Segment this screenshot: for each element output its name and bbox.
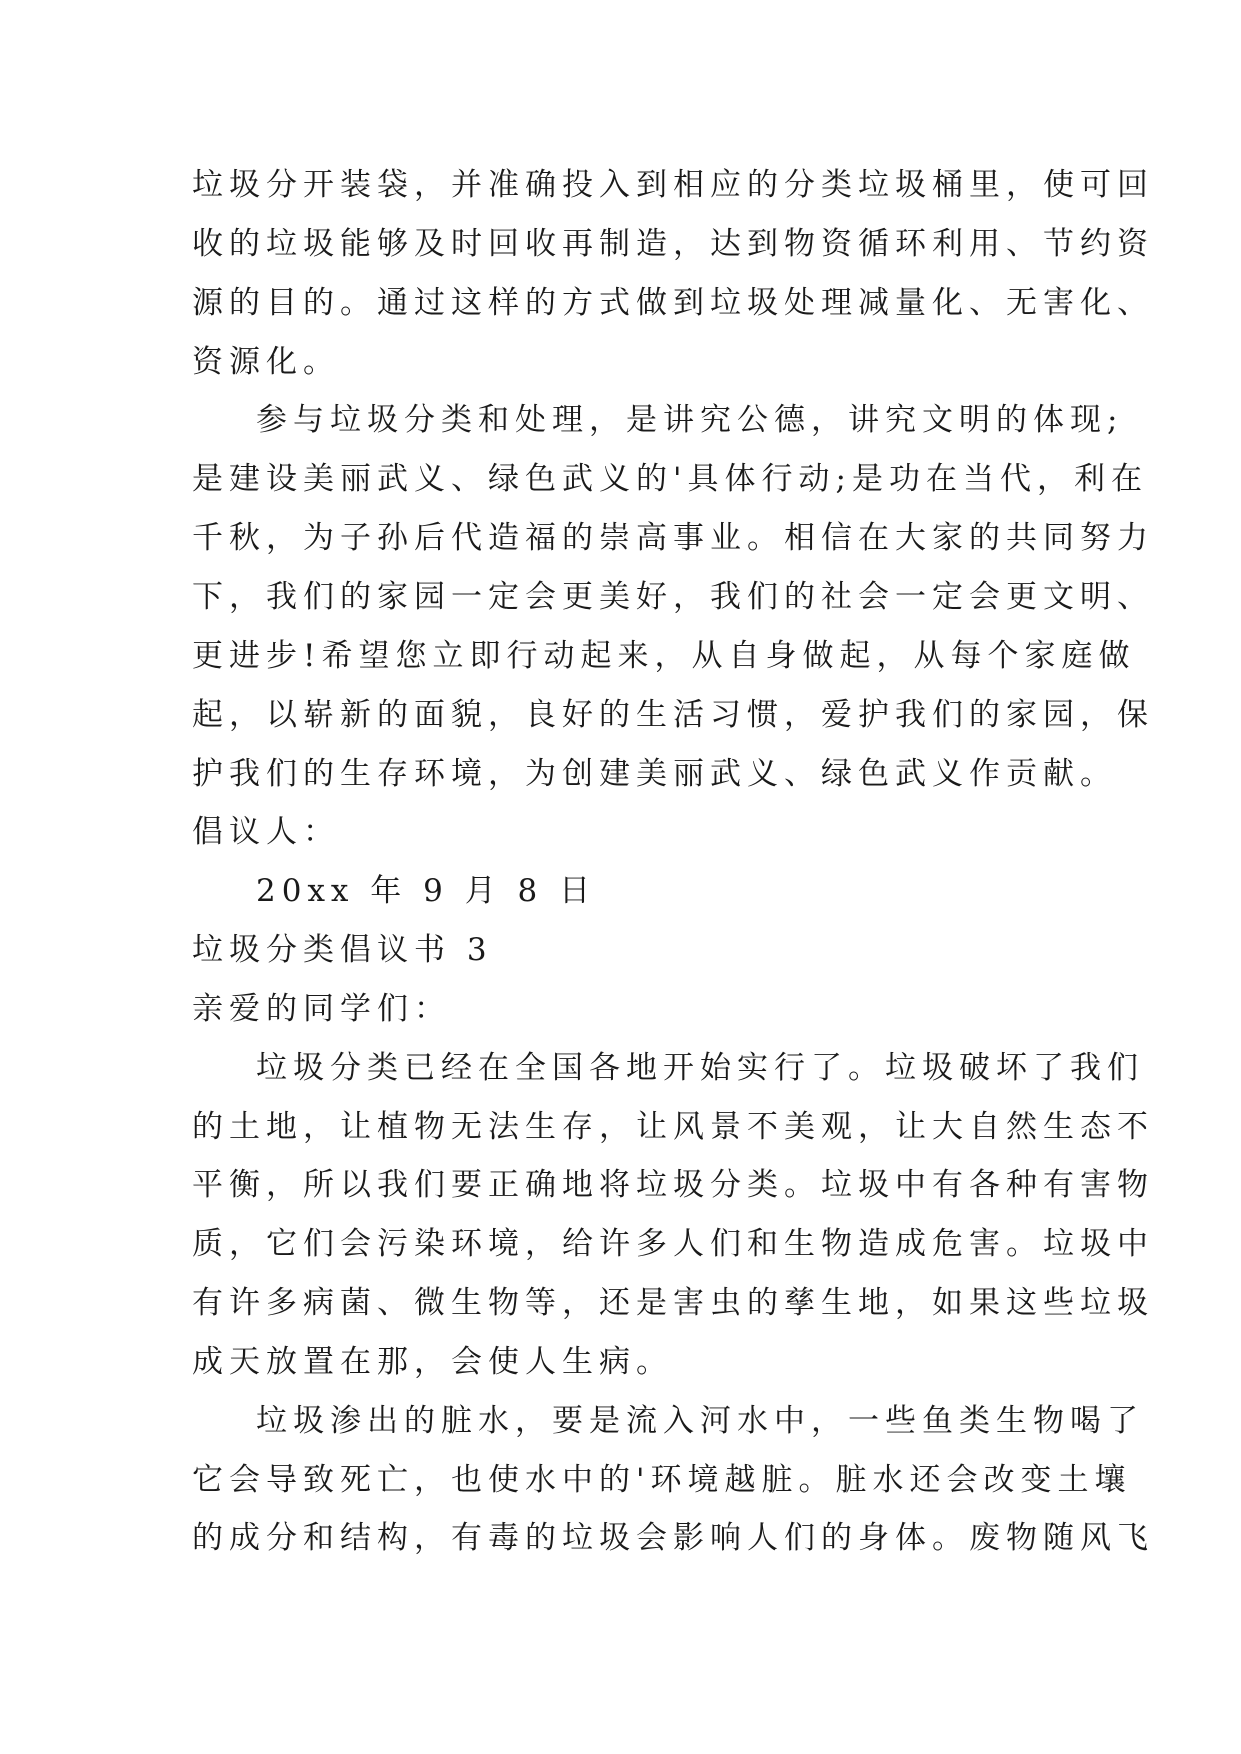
text-line: 千秋，为子孙后代造福的崇高事业。相信在大家的共同努力 [192,520,1154,556]
paragraph-first-line: 垃圾渗出的脏水，要是流入河水中，一些鱼类生物喝了 [256,1403,1144,1439]
date-line: 20xx 年 9 月 8 日 [256,873,597,909]
text-line: 成天放置在那，会使人生病。 [192,1344,673,1380]
text-line: 更进步!希望您立即行动起来，从自身做起，从每个家庭做 [192,638,1136,674]
text-line: 的成分和结构，有毒的垃圾会影响人们的身体。废物随风飞 [192,1520,1154,1556]
text-line: 质，它们会污染环境，给许多人们和生物造成危害。垃圾中 [192,1226,1154,1262]
text-line: 有许多病菌、微生物等，还是害虫的孳生地，如果这些垃圾 [192,1285,1154,1321]
text-line: 源的目的。通过这样的方式做到垃圾处理减量化、无害化、 [192,285,1154,321]
paragraph-first-line: 垃圾分类已经在全国各地开始实行了。垃圾破坏了我们 [256,1050,1144,1086]
text-line: 资源化。 [192,344,340,380]
text-line: 它会导致死亡，也使水中的'环境越脏。脏水还会改变土壤 [192,1462,1132,1498]
text-line: 平衡，所以我们要正确地将垃圾分类。垃圾中有各种有害物 [192,1167,1154,1203]
paragraph-first-line: 参与垃圾分类和处理，是讲究公德，讲究文明的体现; [256,402,1124,438]
section-title: 垃圾分类倡议书 3 [192,932,493,968]
text-line: 护我们的生存环境，为创建美丽武义、绿色武义作贡献。 [192,756,1117,792]
text-line: 下，我们的家园一定会更美好，我们的社会一定会更文明、 [192,579,1154,615]
proposer-label: 倡议人： [192,814,340,850]
text-line: 是建设美丽武义、绿色武义的'具体行动;是功在当代，利在 [192,461,1148,497]
text-line: 的土地，让植物无法生存，让风景不美观，让大自然生态不 [192,1109,1154,1145]
salutation: 亲爱的同学们： [192,991,451,1027]
text-line: 收的垃圾能够及时回收再制造，达到物资循环利用、节约资 [192,226,1154,262]
text-line: 垃圾分开装袋，并准确投入到相应的分类垃圾桶里，使可回 [192,167,1154,203]
text-line: 起，以崭新的面貌，良好的生活习惯，爱护我们的家园，保 [192,697,1154,733]
